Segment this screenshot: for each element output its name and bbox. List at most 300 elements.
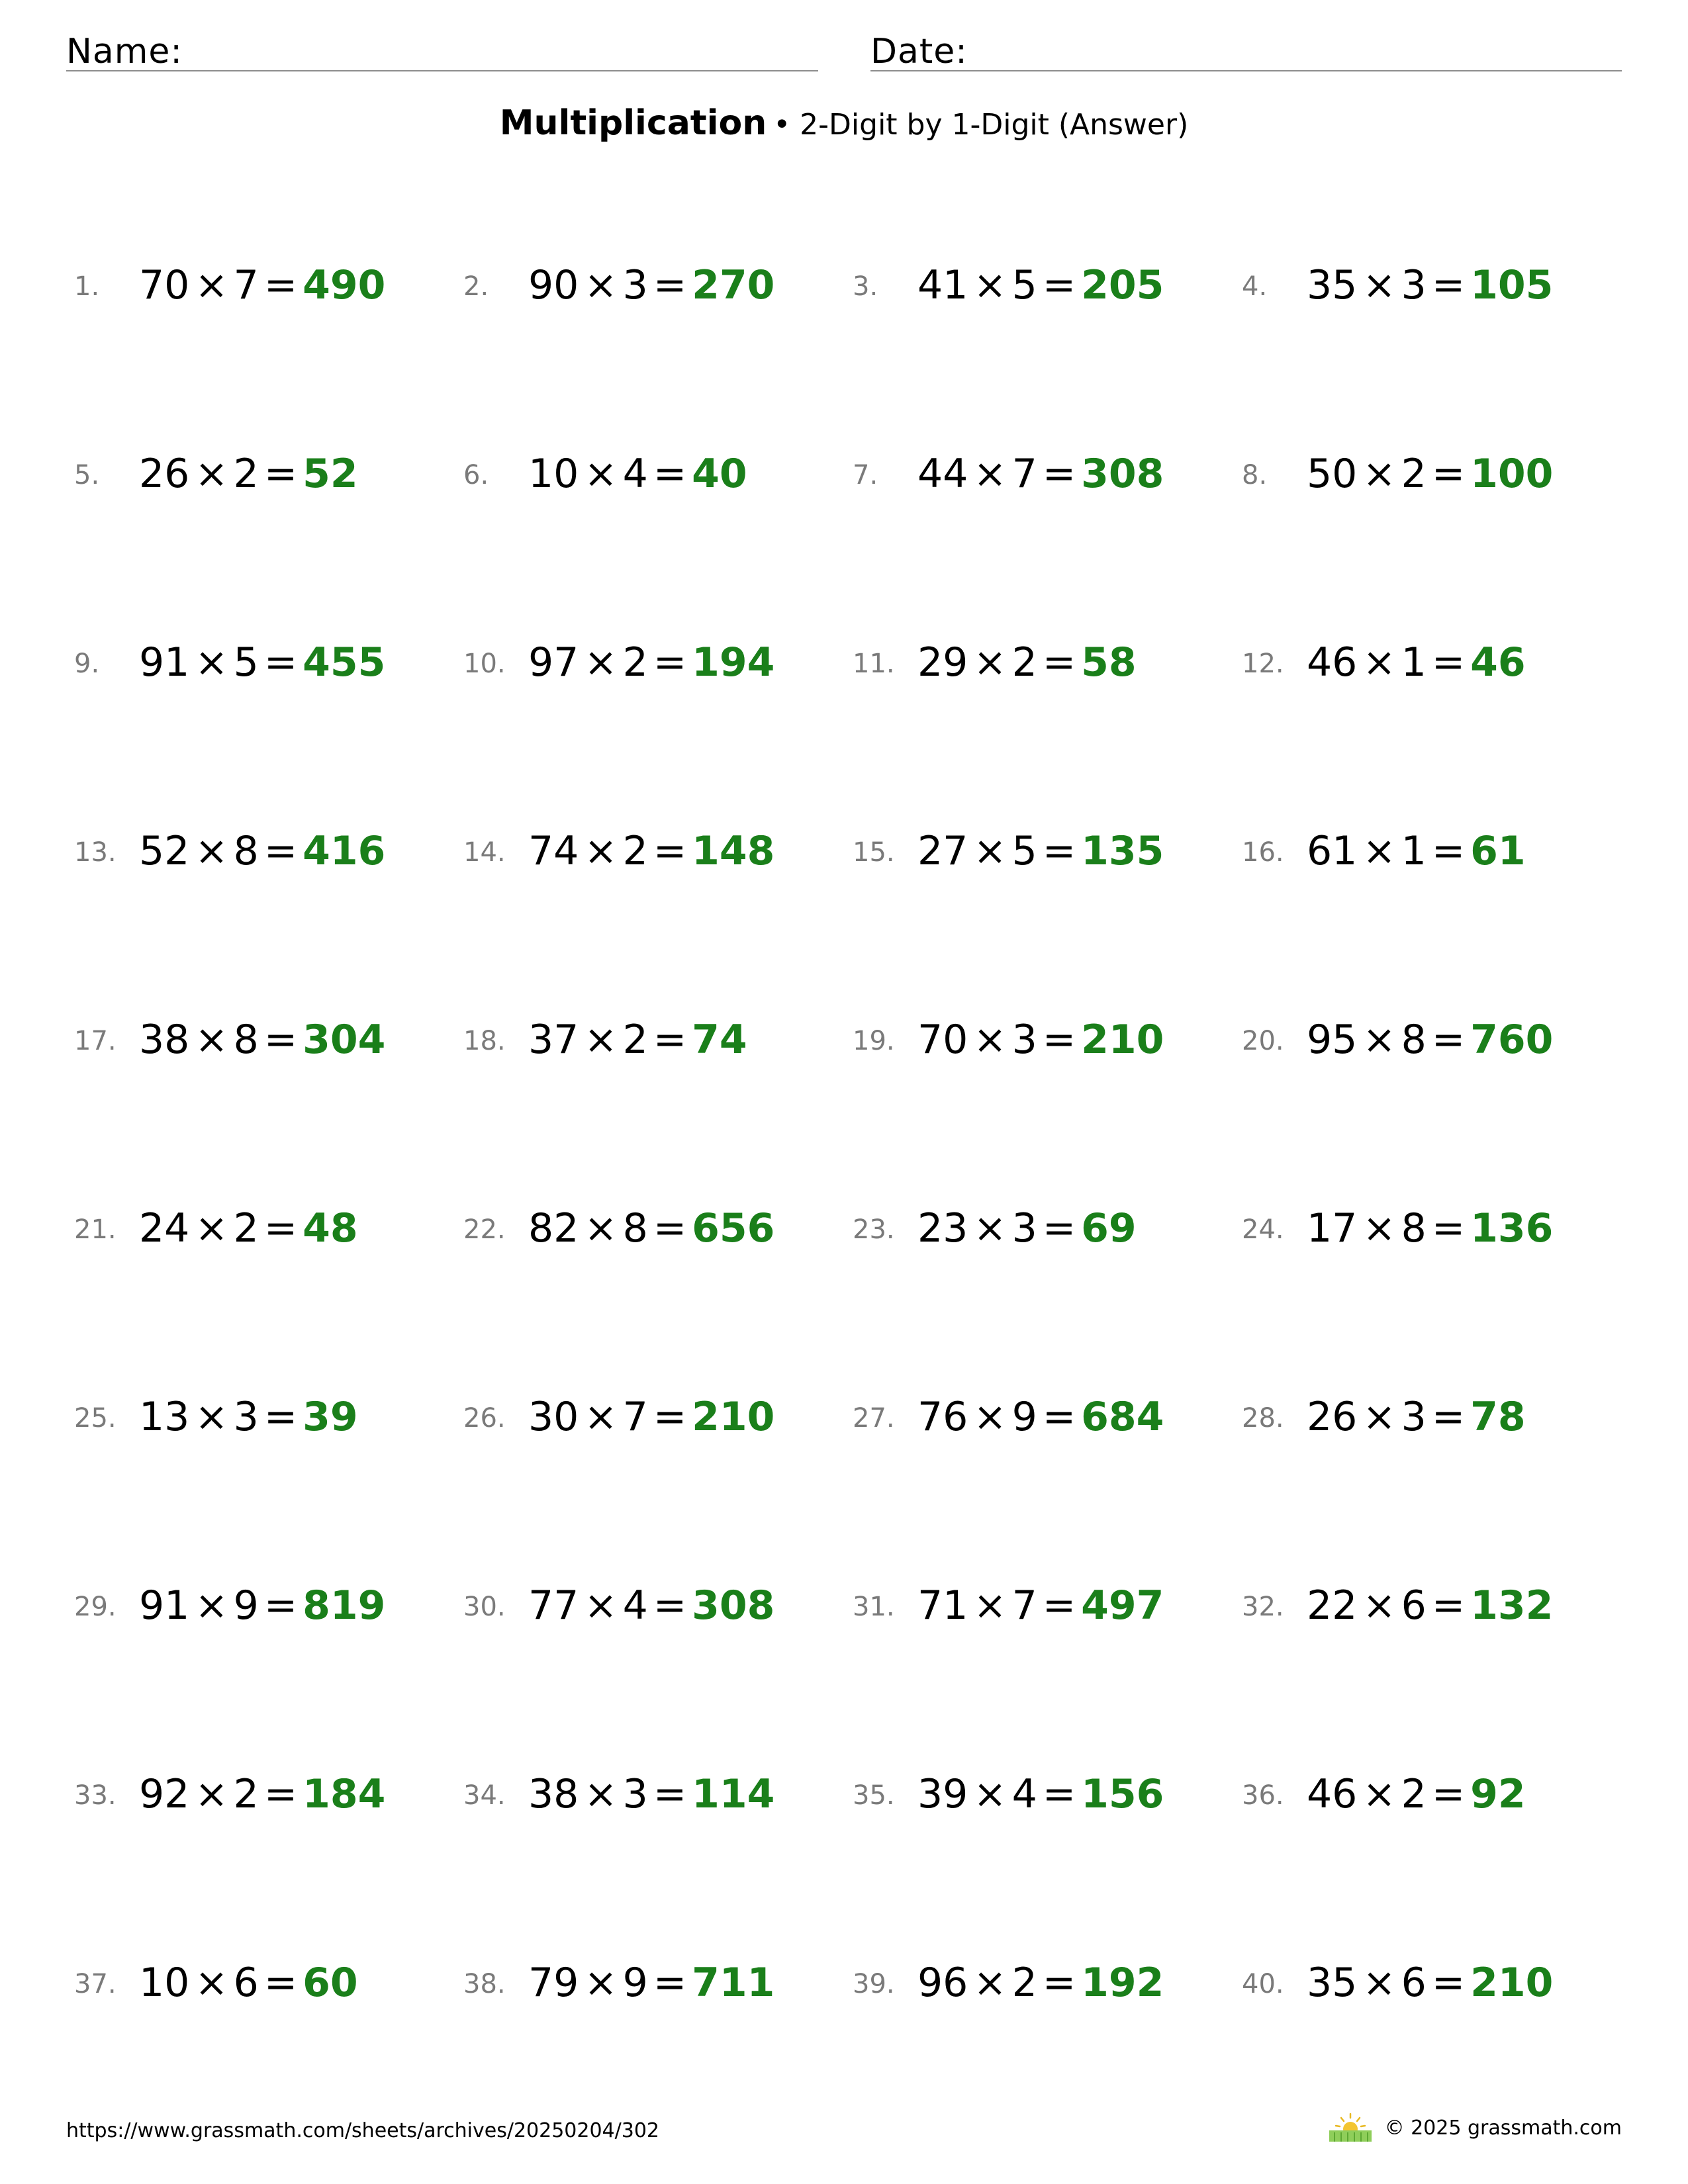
multiply-sign: × — [1362, 828, 1396, 874]
multiply-sign: × — [584, 1017, 618, 1063]
answer: 184 — [303, 1771, 386, 1817]
equals-sign: = — [263, 1771, 298, 1817]
multiplier: 3 — [1011, 1205, 1037, 1251]
problem-item — [1242, 814, 1626, 887]
problem-expression — [917, 1017, 1164, 1063]
equals-sign: = — [653, 828, 687, 874]
equals-sign: = — [1431, 1582, 1466, 1629]
multiplier: 3 — [233, 1394, 259, 1440]
equals-sign: = — [1042, 1205, 1076, 1251]
equals-sign: = — [653, 1205, 687, 1251]
answer: 194 — [692, 639, 775, 686]
multiply-sign: × — [195, 1394, 228, 1440]
answer: 40 — [692, 451, 747, 497]
equals-sign: = — [1431, 639, 1466, 686]
problem-expression — [917, 1394, 1164, 1440]
problem-expression — [917, 828, 1164, 874]
multiplier: 3 — [1011, 1017, 1037, 1063]
problem-item — [853, 437, 1237, 510]
multiply-sign: × — [195, 1205, 228, 1251]
problem-number: 24. — [1242, 1214, 1284, 1245]
problem-expression — [139, 828, 386, 874]
multiplicand: 38 — [528, 1771, 579, 1817]
problem-expression — [139, 1771, 386, 1817]
problem-expression — [917, 1582, 1164, 1629]
problem-expression — [528, 1771, 775, 1817]
multiply-sign: × — [584, 639, 618, 686]
problem-item — [1242, 1191, 1626, 1264]
footer-brand — [1327, 2113, 1622, 2143]
problem-item — [74, 437, 458, 510]
problem-item — [1242, 248, 1626, 321]
equals-sign: = — [1431, 1771, 1466, 1817]
equals-sign: = — [1431, 1960, 1466, 2006]
multiplier: 2 — [622, 1017, 648, 1063]
multiply-sign: × — [973, 1017, 1007, 1063]
answer: 308 — [692, 1582, 775, 1629]
multiplicand: 37 — [528, 1017, 579, 1063]
problem-item — [1242, 1569, 1626, 1641]
problem-number: 16. — [1242, 837, 1284, 868]
multiplicand: 27 — [917, 828, 968, 874]
answer: 135 — [1081, 828, 1164, 874]
problem-expression — [1307, 1205, 1554, 1251]
problem-expression — [139, 451, 358, 497]
problem-item — [853, 248, 1237, 321]
problem-item — [1242, 1946, 1626, 2019]
problem-number: 8. — [1242, 460, 1268, 490]
answer: 132 — [1470, 1582, 1554, 1629]
problem-number: 2. — [463, 271, 489, 302]
answer: 78 — [1470, 1394, 1526, 1440]
problem-expression — [528, 639, 775, 686]
answer: 497 — [1081, 1582, 1164, 1629]
equals-sign: = — [263, 1017, 298, 1063]
answer: 210 — [692, 1394, 775, 1440]
multiplicand: 52 — [139, 828, 190, 874]
multiplicand: 46 — [1307, 1771, 1358, 1817]
problem-number: 14. — [463, 837, 506, 868]
problem-number: 11. — [853, 649, 895, 679]
multiplicand: 70 — [139, 262, 190, 308]
multiply-sign: × — [195, 1771, 228, 1817]
multiplicand: 10 — [528, 451, 579, 497]
equals-sign: = — [653, 1771, 687, 1817]
multiply-sign: × — [195, 1582, 228, 1629]
problem-expression — [528, 828, 775, 874]
multiplicand: 61 — [1307, 828, 1358, 874]
multiplicand: 24 — [139, 1205, 190, 1251]
answer: 58 — [1081, 639, 1137, 686]
answer: 205 — [1081, 262, 1164, 308]
problem-expression — [1307, 639, 1526, 686]
equals-sign: = — [1431, 1394, 1466, 1440]
problem-number: 30. — [463, 1592, 506, 1622]
problem-number: 12. — [1242, 649, 1284, 679]
equals-sign: = — [1431, 451, 1466, 497]
multiply-sign: × — [195, 828, 228, 874]
multiplicand: 30 — [528, 1394, 579, 1440]
answer: 270 — [692, 262, 775, 308]
header — [66, 25, 1622, 70]
equals-sign: = — [1042, 1394, 1076, 1440]
multiplicand: 97 — [528, 639, 579, 686]
multiply-sign: × — [1362, 1394, 1396, 1440]
multiply-sign: × — [584, 1960, 618, 2006]
problem-number: 5. — [74, 460, 100, 490]
multiplicand: 91 — [139, 1582, 190, 1629]
multiply-sign: × — [1362, 639, 1396, 686]
multiply-sign: × — [973, 1205, 1007, 1251]
multiplier: 9 — [1011, 1394, 1037, 1440]
multiplier: 5 — [233, 639, 259, 686]
problem-expression — [917, 1205, 1137, 1251]
multiply-sign: × — [584, 262, 618, 308]
problem-number: 17. — [74, 1026, 117, 1056]
answer: 48 — [303, 1205, 358, 1251]
multiplicand: 29 — [917, 639, 968, 686]
answer: 46 — [1470, 639, 1526, 686]
problem-item — [74, 1380, 458, 1453]
problem-number: 35. — [853, 1780, 895, 1811]
multiplier: 8 — [622, 1205, 648, 1251]
answer: 136 — [1470, 1205, 1554, 1251]
equals-sign: = — [1042, 451, 1076, 497]
multiplier: 6 — [1401, 1960, 1427, 2006]
multiply-sign: × — [1362, 1771, 1396, 1817]
multiplicand: 71 — [917, 1582, 968, 1629]
equals-sign: = — [653, 262, 687, 308]
problem-number: 33. — [74, 1780, 117, 1811]
multiplicand: 22 — [1307, 1582, 1358, 1629]
answer: 100 — [1470, 451, 1554, 497]
equals-sign: = — [263, 1205, 298, 1251]
footer-url[interactable]: https://www.grassmath.com/sheets/archives/20250204/302 — [66, 2119, 660, 2142]
problem-number: 34. — [463, 1780, 506, 1811]
equals-sign: = — [263, 828, 298, 874]
multiply-sign: × — [973, 828, 1007, 874]
problem-item — [853, 1757, 1237, 1830]
multiplier: 7 — [233, 262, 259, 308]
problem-expression — [1307, 451, 1554, 497]
answer: 114 — [692, 1771, 775, 1817]
problem-item — [74, 1569, 458, 1641]
multiplier: 7 — [1011, 1582, 1037, 1629]
problem-item — [853, 625, 1237, 698]
multiplicand: 77 — [528, 1582, 579, 1629]
multiply-sign: × — [195, 1017, 228, 1063]
answer: 192 — [1081, 1960, 1164, 2006]
multiplicand: 41 — [917, 262, 968, 308]
problem-item — [463, 1757, 847, 1830]
multiplier: 5 — [1011, 262, 1037, 308]
problem-expression — [917, 639, 1137, 686]
sun-over-grass-icon — [1327, 2113, 1374, 2143]
multiply-sign: × — [195, 262, 228, 308]
multiplier: 5 — [1011, 828, 1037, 874]
multiplier: 2 — [1011, 1960, 1037, 2006]
problem-expression — [917, 451, 1164, 497]
multiply-sign: × — [973, 1771, 1007, 1817]
multiply-sign: × — [195, 1960, 228, 2006]
title-main: Multiplication — [499, 103, 767, 143]
multiply-sign: × — [973, 1582, 1007, 1629]
problem-number: 3. — [853, 271, 878, 302]
problem-item — [463, 1946, 847, 2019]
multiplicand: 74 — [528, 828, 579, 874]
problem-expression — [139, 1017, 386, 1063]
problem-number: 29. — [74, 1592, 117, 1622]
equals-sign: = — [1042, 639, 1076, 686]
problem-expression — [139, 1582, 386, 1629]
equals-sign: = — [263, 262, 298, 308]
problem-item — [853, 1003, 1237, 1075]
multiplicand: 26 — [1307, 1394, 1358, 1440]
multiply-sign: × — [973, 1960, 1007, 2006]
answer: 711 — [692, 1960, 775, 2006]
multiply-sign: × — [584, 1205, 618, 1251]
multiplicand: 50 — [1307, 451, 1358, 497]
equals-sign: = — [1042, 262, 1076, 308]
problem-number: 39. — [853, 1969, 895, 1999]
problem-item — [1242, 1380, 1626, 1453]
problem-expression — [139, 1205, 358, 1251]
answer: 308 — [1081, 451, 1164, 497]
problem-item — [1242, 1003, 1626, 1075]
problem-expression — [528, 1394, 775, 1440]
equals-sign: = — [1042, 1582, 1076, 1629]
problem-number: 38. — [463, 1969, 506, 1999]
multiplier: 2 — [233, 451, 259, 497]
multiplier: 2 — [1011, 639, 1037, 686]
multiplier: 2 — [1401, 451, 1427, 497]
problem-number: 36. — [1242, 1780, 1284, 1811]
multiplier: 7 — [622, 1394, 648, 1440]
answer: 210 — [1470, 1960, 1554, 2006]
multiplicand: 13 — [139, 1394, 190, 1440]
problem-number: 13. — [74, 837, 117, 868]
multiply-sign: × — [973, 639, 1007, 686]
multiply-sign: × — [1362, 1017, 1396, 1063]
multiply-sign: × — [973, 1394, 1007, 1440]
equals-sign: = — [653, 1017, 687, 1063]
multiplicand: 39 — [917, 1771, 968, 1817]
answer: 61 — [1470, 828, 1526, 874]
problem-number: 37. — [74, 1969, 117, 1999]
equals-sign: = — [263, 451, 298, 497]
problem-expression — [139, 1394, 358, 1440]
problem-item — [463, 1380, 847, 1453]
problem-number: 21. — [74, 1214, 117, 1245]
multiplicand: 96 — [917, 1960, 968, 2006]
multiplicand: 10 — [139, 1960, 190, 2006]
problem-item — [74, 625, 458, 698]
answer: 760 — [1470, 1017, 1554, 1063]
answer: 210 — [1081, 1017, 1164, 1063]
problem-number: 9. — [74, 649, 100, 679]
problem-expression — [528, 1960, 775, 2006]
answer: 819 — [303, 1582, 386, 1629]
multiply-sign: × — [584, 1394, 618, 1440]
answer: 74 — [692, 1017, 747, 1063]
problem-item — [1242, 625, 1626, 698]
multiplier: 4 — [622, 451, 648, 497]
multiplier: 7 — [1011, 451, 1037, 497]
problem-number: 7. — [853, 460, 878, 490]
multiply-sign: × — [584, 451, 618, 497]
multiplicand: 23 — [917, 1205, 968, 1251]
problem-expression — [917, 1771, 1164, 1817]
problem-expression — [528, 262, 775, 308]
equals-sign: = — [1042, 1960, 1076, 2006]
problem-number: 27. — [853, 1403, 895, 1433]
equals-sign: = — [263, 1960, 298, 2006]
problem-expression — [1307, 1960, 1554, 2006]
answer: 156 — [1081, 1771, 1164, 1817]
problem-item — [463, 1191, 847, 1264]
multiplier: 6 — [1401, 1582, 1427, 1629]
problem-expression — [528, 1205, 775, 1251]
multiplicand: 35 — [1307, 262, 1358, 308]
equals-sign: = — [1042, 1017, 1076, 1063]
problem-number: 28. — [1242, 1403, 1284, 1433]
multiply-sign: × — [973, 262, 1007, 308]
answer: 148 — [692, 828, 775, 874]
multiplicand: 44 — [917, 451, 968, 497]
problem-item — [463, 625, 847, 698]
problem-number: 32. — [1242, 1592, 1284, 1622]
multiplier: 8 — [1401, 1017, 1427, 1063]
problem-expression — [1307, 1582, 1554, 1629]
problem-item — [853, 814, 1237, 887]
multiplier: 6 — [233, 1960, 259, 2006]
answer: 490 — [303, 262, 386, 308]
problem-item — [74, 1191, 458, 1264]
equals-sign: = — [653, 1394, 687, 1440]
multiplier: 2 — [233, 1205, 259, 1251]
multiplier: 9 — [233, 1582, 259, 1629]
multiplier: 2 — [622, 639, 648, 686]
answer: 684 — [1081, 1394, 1164, 1440]
multiplier: 3 — [622, 262, 648, 308]
multiplicand: 17 — [1307, 1205, 1358, 1251]
problem-expression — [528, 1017, 747, 1063]
worksheet-title — [0, 103, 1688, 143]
equals-sign: = — [1042, 1771, 1076, 1817]
problem-item — [74, 1946, 458, 2019]
multiplier: 9 — [622, 1960, 648, 2006]
multiply-sign: × — [1362, 1205, 1396, 1251]
problem-item — [1242, 437, 1626, 510]
multiplicand: 26 — [139, 451, 190, 497]
multiplier: 2 — [1401, 1771, 1427, 1817]
answer: 60 — [303, 1960, 358, 2006]
problem-expression — [1307, 1771, 1526, 1817]
problem-expression — [1307, 262, 1554, 308]
answer: 304 — [303, 1017, 386, 1063]
problem-expression — [1307, 1017, 1554, 1063]
multiplier: 3 — [1401, 262, 1427, 308]
multiplier: 2 — [233, 1771, 259, 1817]
equals-sign: = — [263, 639, 298, 686]
problem-expression — [1307, 1394, 1526, 1440]
equals-sign: = — [653, 451, 687, 497]
multiplicand: 76 — [917, 1394, 968, 1440]
multiplier: 4 — [1011, 1771, 1037, 1817]
problem-item — [463, 1003, 847, 1075]
problem-item — [463, 437, 847, 510]
multiplicand: 35 — [1307, 1960, 1358, 2006]
equals-sign: = — [1431, 828, 1466, 874]
problem-number: 18. — [463, 1026, 506, 1056]
multiplier: 2 — [622, 828, 648, 874]
problem-item — [463, 248, 847, 321]
problem-item — [853, 1569, 1237, 1641]
answer: 52 — [303, 451, 358, 497]
problem-expression — [139, 1960, 358, 2006]
multiply-sign: × — [1362, 1582, 1396, 1629]
equals-sign: = — [1431, 1205, 1466, 1251]
problem-expression — [917, 262, 1164, 308]
multiplicand: 92 — [139, 1771, 190, 1817]
problem-item — [74, 248, 458, 321]
problem-number: 26. — [463, 1403, 506, 1433]
problem-item — [853, 1380, 1237, 1453]
multiply-sign: × — [584, 1771, 618, 1817]
problem-number: 10. — [463, 649, 506, 679]
equals-sign: = — [1431, 262, 1466, 308]
name-label: Name: — [66, 32, 183, 71]
problem-number: 23. — [853, 1214, 895, 1245]
equals-sign: = — [653, 1960, 687, 2006]
problem-number: 15. — [853, 837, 895, 868]
problem-number: 22. — [463, 1214, 506, 1245]
problem-item — [463, 1569, 847, 1641]
answer: 656 — [692, 1205, 775, 1251]
problem-number: 40. — [1242, 1969, 1284, 1999]
problem-item — [74, 814, 458, 887]
answer: 105 — [1470, 262, 1554, 308]
equals-sign: = — [263, 1394, 298, 1440]
answer: 39 — [303, 1394, 358, 1440]
problem-number: 1. — [74, 271, 100, 302]
name-field[interactable] — [66, 25, 818, 71]
multiplicand: 90 — [528, 262, 579, 308]
multiply-sign: × — [584, 828, 618, 874]
multiplicand: 79 — [528, 1960, 579, 2006]
problem-expression — [917, 1960, 1164, 2006]
problem-number: 19. — [853, 1026, 895, 1056]
problem-number: 4. — [1242, 271, 1268, 302]
date-field[interactable] — [870, 25, 1622, 71]
multiply-sign: × — [1362, 451, 1396, 497]
multiplicand: 46 — [1307, 639, 1358, 686]
problem-item — [74, 1003, 458, 1075]
problem-item — [74, 1757, 458, 1830]
multiplier: 4 — [622, 1582, 648, 1629]
problem-expression — [139, 262, 386, 308]
multiplier: 1 — [1401, 639, 1427, 686]
multiplier: 1 — [1401, 828, 1427, 874]
footer-copyright: © 2025 grassmath.com — [1384, 2116, 1622, 2140]
problem-number: 25. — [74, 1403, 117, 1433]
multiply-sign: × — [1362, 1960, 1396, 2006]
multiply-sign: × — [195, 451, 228, 497]
multiplicand: 82 — [528, 1205, 579, 1251]
problem-item — [853, 1946, 1237, 2019]
problem-expression — [528, 451, 747, 497]
multiplier: 3 — [1401, 1394, 1427, 1440]
